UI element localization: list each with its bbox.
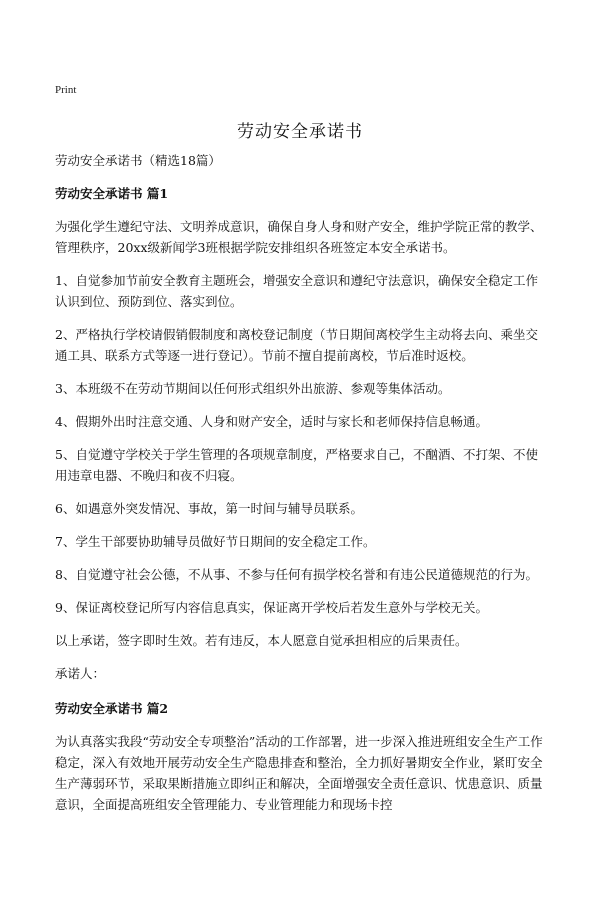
- paragraph: 为认真落实我段“劳动安全专项整治”活动的工作部署，进一步深入推进班组安全生产工作稳定，深入有效地开展劳动安全生产隐患排查和整治，全力抓好暑期安全作业，紧盯安全生产薄弱环节，采取果断措施立即纠正和解决，全面增强安全责任意识、忧患意识、质量意识，全面提高班组安全管理能力、专业管理能力和现场卡控: [55, 734, 543, 812]
- paragraph: 3、本班级不在劳动节期间以任何形式组织外出旅游、参观等集体活动。: [55, 381, 451, 396]
- paragraph: 2、严格执行学校请假销假制度和离校登记制度（节日期间离校学生主动将去向、乘坐交通工具、联系方式等逐一进行登记）。节前不擅自提前离校，节后准时返校。: [55, 327, 538, 363]
- document-title: 劳动安全承诺书: [237, 122, 363, 142]
- paragraph: 9、保证离校登记所写内容信息真实，保证离开学校后若发生意外与学校无关。: [55, 600, 488, 615]
- paragraph: 4、假期外出时注意交通、人身和财产安全，适时与家长和老师保持信息畅通。: [55, 414, 488, 429]
- section-heading: 劳动安全承诺书 篇2: [55, 701, 169, 716]
- paragraph: 7、学生干部要协助辅导员做好节日期间的安全稳定工作。: [55, 534, 376, 549]
- paragraph: 为强化学生遵纪守法、文明养成意识，确保自身人身和财产安全，维护学院正常的教学、管理秩序，20xx级新闻学3班根据学院安排组织各班签定本安全承诺书。: [55, 219, 543, 255]
- section-heading: 劳动安全承诺书 篇1: [55, 186, 169, 201]
- print-link[interactable]: Print: [55, 84, 77, 96]
- paragraph: 6、如遇意外突发情况、事故，第一时间与辅导员联系。: [55, 501, 363, 516]
- signer-line: 承诺人：: [55, 666, 106, 681]
- document-body: [55, 150, 550, 827]
- paragraph: 1、自觉参加节前安全教育主题班会，增强安全意识和遵纪守法意识，确保安全稳定工作认识到位、预防到位、落实到位。: [55, 273, 538, 309]
- paragraph: 5、自觉遵守学校关于学生管理的各项规章制度，严格要求自己，不酗酒、不打架、不使用违章电器、不晚归和夜不归寝。: [55, 447, 538, 483]
- paragraph: 以上承诺，签字即时生效。若有违反，本人愿意自觉承担相应的后果责任。: [55, 633, 468, 648]
- document-subtitle: 劳动安全承诺书（精选18篇）: [55, 153, 221, 168]
- paragraph: 8、自觉遵守社会公德，不从事、不参与任何有损学校名誉和有违公民道德规范的行为。: [55, 567, 538, 582]
